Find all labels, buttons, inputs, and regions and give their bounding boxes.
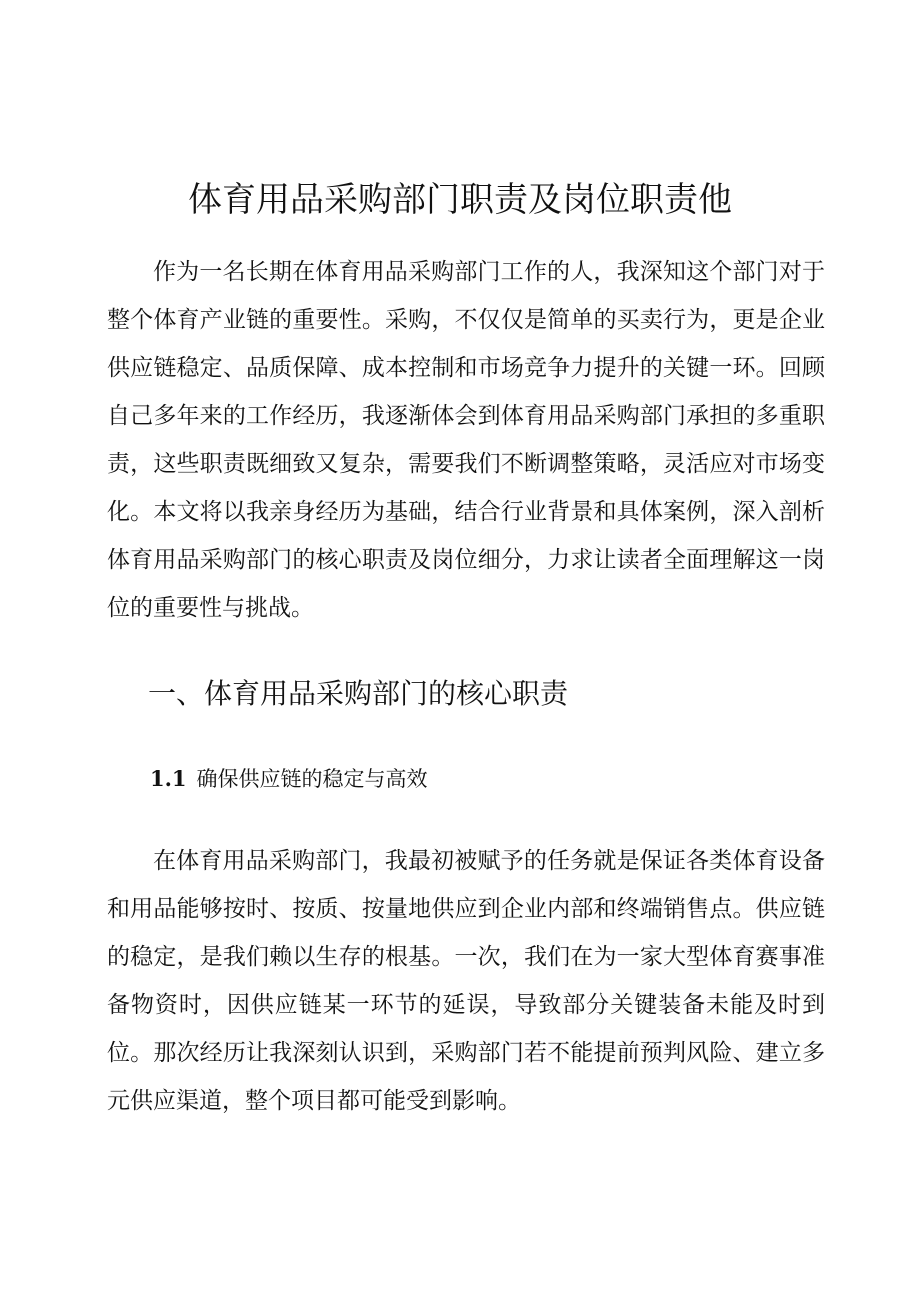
subsection-number: 1.1 <box>150 766 187 791</box>
section-1-heading: 一、体育用品采购部门的核心职责 <box>148 677 569 710</box>
subsection-1-1-heading <box>150 762 428 796</box>
document-title: 体育用品采购部门职责及岗位职责他 <box>188 180 732 220</box>
intro-paragraph: 作为一名长期在体育用品采购部门工作的人，我深知这个部门对于整个体育产业链的重要性。采购，不仅仅是简单的买卖行为，更是企业供应链稳定、品质保障、成本控制和市场竞争力提升的关键一环。回顾自己多年来的工作经历，我逐渐体会到体育用品采购部门承担的多重职责，这些职责既细致又复杂，需要我们不断调整策略，灵活应对市场变化。本文将以我亲身经历为基础，结合行业背景和具体案例，深入剖析体育用品采购部门的核心职责及岗位细分，力求让读者全面理解这一岗位的重要性与挑战。 <box>107 259 825 621</box>
subsection-title: 确保供应链的稳定与高效 <box>196 767 428 791</box>
subsection-1-1-paragraph: 在体育用品采购部门，我最初被赋予的任务就是保证各类体育设备和用品能够按时、按质、按量地供应到企业内部和终端销售点。供应链的稳定，是我们赖以生存的根基。一次，我们在为一家大型体育赛事准备物资时，因供应链某一环节的延误，导致部分关键装备未能及时到位。那次经历让我深刻认识到，采购部门若不能提前预判风险、建立多元供应渠道，整个项目都可能受到影响。 <box>107 848 825 1114</box>
